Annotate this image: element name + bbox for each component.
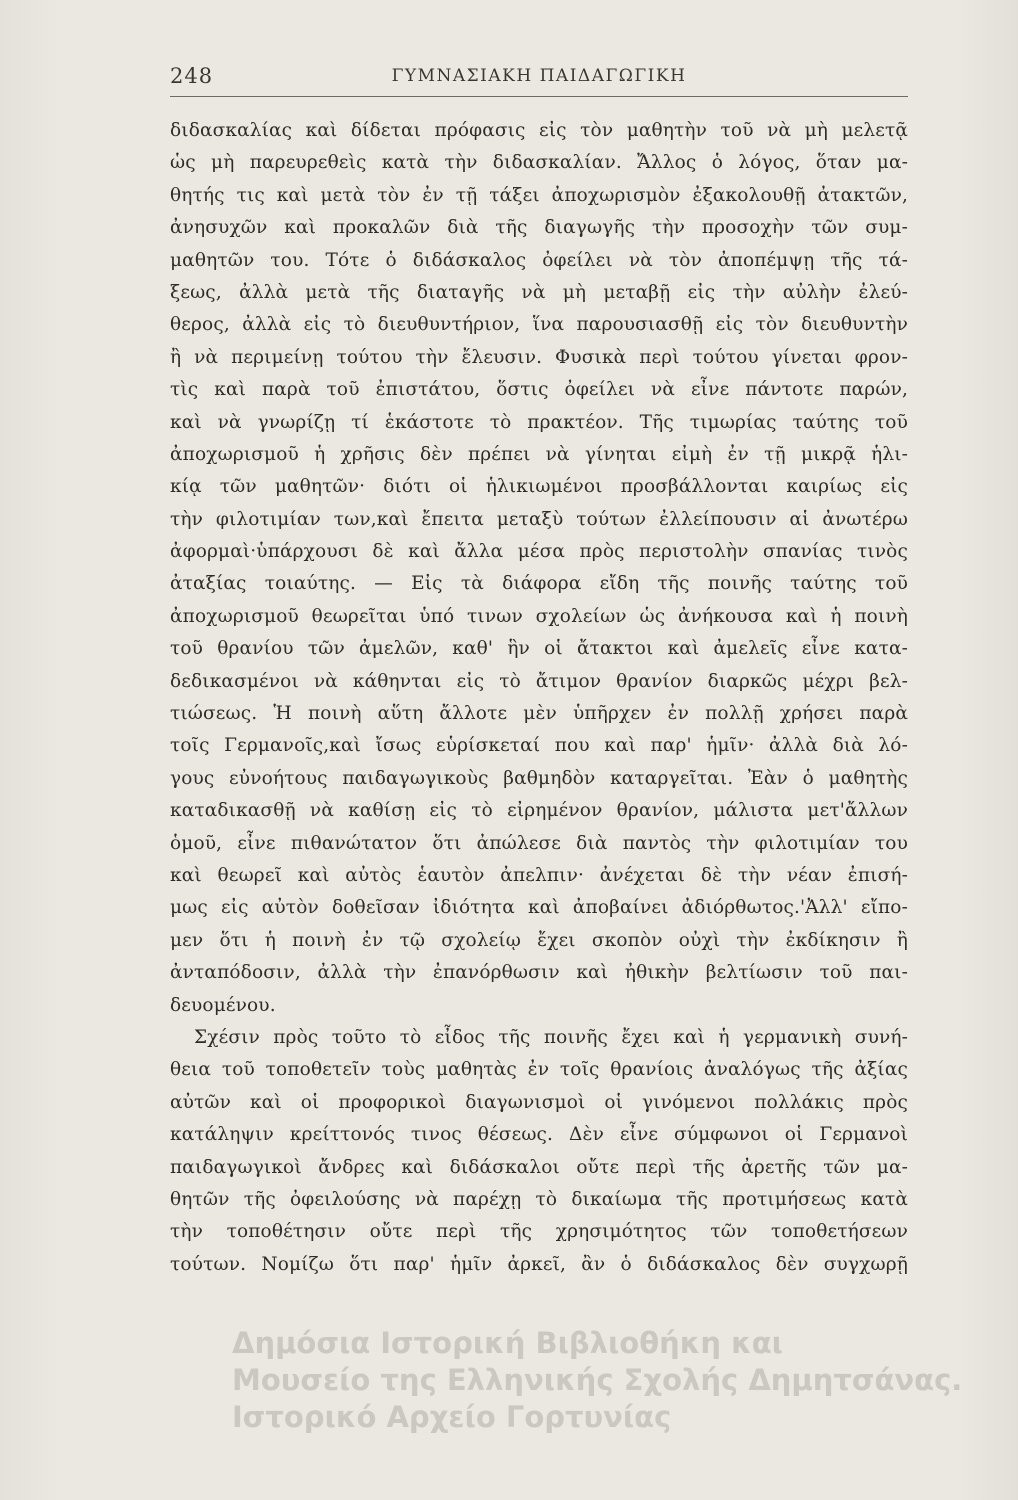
text-line: θεια τοῦ τοποθετεῖν τοὺς μαθητὰς ἐν τοῖς θρανίοις ἀναλόγως τῆς ἀξίας: [170, 1059, 908, 1081]
text-line: διδασκαλίας καὶ δίδεται πρόφασις εἰς τὸν μαθητὴν τοῦ νὰ μὴ μελετᾷ: [170, 120, 908, 141]
text-line: ἢ νὰ περιμείνῃ τούτου τὴν ἔλευσιν. Φυσικὰ περὶ τούτου γίνεται φρον-: [170, 346, 908, 368]
text-line: κατάληψιν κρείττονός τινος θέσεως. Δὲν εἶνε σύμφωνοι οἱ Γερμανοὶ: [170, 1124, 908, 1146]
text-line: δεδικασμένοι νὰ κάθηνται εἰς τὸ ἄτιμον θρανίον διαρκῶς μέχρι βελ-: [170, 670, 908, 692]
watermark-line: Δημόσια Ιστορική Βιβλιοθήκη και: [232, 1326, 783, 1360]
paragraph-1: [170, 115, 908, 1022]
text-line: κίᾳ τῶν μαθητῶν· διότι οἱ ἡλικιωμένοι προσβάλλονται καιρίως εἰς: [170, 476, 908, 498]
text-line: δευομένου.: [170, 994, 276, 1016]
text-line: τὶς καὶ παρὰ τοῦ ἐπιστάτου, ὅστις ὀφείλει νὰ εἶνε πάντοτε παρών,: [170, 379, 908, 401]
text-line: καὶ θεωρεῖ καὶ αὐτὸς ἑαυτὸν ἀπελπιν· ἀνέχεται δὲ τὴν νέαν ἐπισή-: [170, 864, 908, 886]
text-line: ἀποχωρισμοῦ ἡ χρῆσις δὲν πρέπει νὰ γίνηται εἰμὴ ἐν τῇ μικρᾷ ἡλι-: [170, 443, 908, 465]
watermark-line: Ιστορικό Αρχείο Γορτυνίας: [232, 1400, 672, 1434]
text-line: τὴν φιλοτιμίαν των,καὶ ἔπειτα μεταξὺ τούτων ἐλλείπουσιν αἱ ἀνωτέρω: [170, 508, 908, 530]
text-line: Σχέσιν πρὸς τοῦτο τὸ εἶδος τῆς ποινῆς ἔχει καὶ ἡ γερμανικὴ συνή-: [194, 1026, 908, 1048]
text-line: γους εὐνοήτους παιδαγωγικοὺς βαθμηδὸν καταργεῖται. Ἐὰν ὁ μαθητὴς: [170, 767, 908, 789]
header-rule: [170, 96, 908, 97]
text-line: ἀφορμαὶ·ὑπάρχουσι δὲ καὶ ἄλλα μέσα πρὸς περιστολὴν σπανίας τινὸς: [170, 541, 908, 563]
text-line: μεν ὅτι ἡ ποινὴ ἐν τῷ σχολείῳ ἔχει σκοπὸν οὐχὶ τὴν ἐκδίκησιν ἢ: [170, 929, 908, 951]
text-line: τοῖς Γερμανοῖς,καὶ ἴσως εὑρίσκεταί που καὶ παρ' ἡμῖν· ἀλλὰ διὰ λό-: [170, 735, 908, 757]
text-line: ἀνησυχῶν καὶ προκαλῶν διὰ τῆς διαγωγῆς τὴν προσοχὴν τῶν συμ-: [170, 217, 908, 239]
page-header: [170, 62, 908, 96]
text-line: μως εἰς αὐτὸν δοθεῖσαν ἰδιότητα καὶ ἀποβαίνει ἀδιόρθωτος.'Ἀλλ' εἴπο-: [170, 897, 908, 919]
text-line: αὐτῶν καὶ οἱ προφορικοὶ διαγωνισμοὶ οἱ γινόμενοι πολλάκις πρὸς: [170, 1091, 908, 1113]
body-text: [170, 115, 908, 1281]
text-line: τοῦ θρανίου τῶν ἀμελῶν, καθ' ἣν οἱ ἄτακτοι καὶ ἀμελεῖς εἶνε κατα-: [170, 638, 908, 660]
text-line: ἀταξίας τοιαύτης. — Εἰς τὰ διάφορα εἴδη τῆς ποινῆς ταύτης τοῦ: [170, 573, 908, 595]
text-line: ὁμοῦ, εἶνε πιθανώτατον ὅτι ἀπώλεσε διὰ παντὸς τὴν φιλοτιμίαν του: [170, 832, 908, 854]
text-line: παιδαγωγικοὶ ἄνδρες καὶ διδάσκαλοι οὔτε περὶ τῆς ἀρετῆς τῶν μα-: [170, 1156, 908, 1178]
text-line: θητῶν τῆς ὀφειλούσης νὰ παρέχῃ τὸ δικαίωμα τῆς προτιμήσεως κατὰ: [170, 1188, 908, 1210]
text-line: ξεως, ἀλλὰ μετὰ τῆς διαταγῆς νὰ μὴ μεταβῇ εἰς τὴν αὐλὴν ἐλεύ-: [170, 281, 908, 303]
text-line: καταδικασθῇ νὰ καθίσῃ εἰς τὸ εἰρημένον θρανίον, μάλιστα μετ'ἄλλων: [170, 800, 908, 822]
paragraph-2: [170, 1022, 908, 1281]
text-line: τὴν τοποθέτησιν οὔτε περὶ τῆς χρησιμότητος τῶν τοποθετήσεων: [170, 1221, 908, 1243]
watermark-line: Μουσείο της Ελληνικής Σχολής Δημητσάνας.: [232, 1363, 963, 1397]
text-line: θητής τις καὶ μετὰ τὸν ἐν τῇ τάξει ἀποχωρισμὸν ἐξακολουθῇ ἀτακτῶν,: [170, 184, 908, 206]
library-watermark: [232, 1325, 992, 1436]
text-line: θερος, ἀλλὰ εἰς τὸ διευθυντήριον, ἵνα παρουσιασθῇ εἰς τὸν διευθυντὴν: [170, 314, 908, 336]
text-line: καὶ νὰ γνωρίζῃ τί ἑκάστοτε τὸ πρακτέον. Τῆς τιμωρίας ταύτης τοῦ: [170, 411, 908, 433]
running-title: ΓΥΜΝΑΣΙΑΚΗ ΠΑΙΔΑΓΩΓΙΚΗ: [391, 66, 687, 86]
page-number: 248: [170, 64, 214, 88]
text-line: μαθητῶν του. Τότε ὁ διδάσκαλος ὀφείλει νὰ τὸν ἀποπέμψῃ τῆς τά-: [170, 249, 908, 271]
text-line: τούτων. Νομίζω ὅτι παρ' ἡμῖν ἀρκεῖ, ἂν ὁ διδάσκαλος δὲν συγχωρῇ: [170, 1253, 908, 1275]
text-line: ἀποχωρισμοῦ θεωρεῖται ὑπό τινων σχολείων ὡς ἀνήκουσα καὶ ἡ ποινὴ: [170, 605, 908, 627]
text-line: τιώσεως. Ἡ ποινὴ αὕτη ἄλλοτε μὲν ὑπῆρχεν ἐν πολλῇ χρήσει παρὰ: [170, 703, 908, 725]
text-line: ἀνταπόδοσιν, ἀλλὰ τὴν ἐπανόρθωσιν καὶ ἠθικὴν βελτίωσιν τοῦ παι-: [170, 962, 908, 984]
text-line: ὡς μὴ παρευρεθεὶς κατὰ τὴν διδασκαλίαν. Ἄλλος ὁ λόγος, ὅταν μα-: [170, 152, 908, 174]
